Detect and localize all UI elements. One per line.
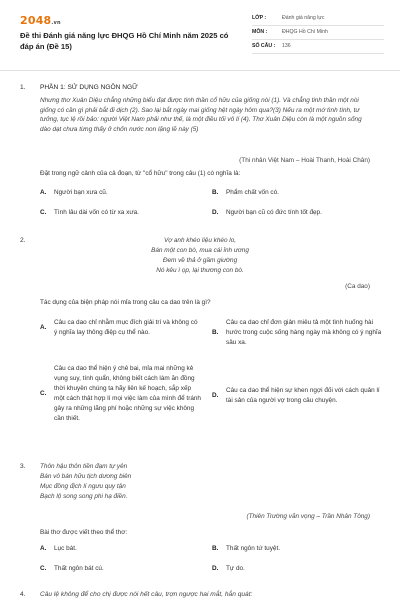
reading-passage: Nhưng thơ Xuân Diệu chẳng những biểu đạt được tinh thần cổ hữu của giống nòi (1). Và chẳng tinh thần một nòi giống có cần gì phải bắt đi dịch (2). Sao lại bắt ngày mai giống hệt ngày hôm qua?(3) Nếu ra một mớ tình tình, tư tưởng, tục lệ rồi bảo: người Việt Nam phải như thế, là một điều tối vô lí (4). Thơ Xuân Diệu còn là một nguồn sống dào dạt chưa từng thấy ở chốn nước non lặng lẽ này (5): [40, 97, 362, 134]
question-number: 2.: [20, 237, 26, 244]
logo-suffix: .vn: [51, 20, 61, 26]
option-b[interactable]: [212, 188, 382, 198]
option-letter: A.: [40, 323, 47, 331]
question-number: 4.: [20, 591, 26, 598]
option-text: Thất ngôn bát cú.: [54, 565, 104, 572]
poem-line: Bạch lộ song song phi hạ điền.: [40, 492, 128, 500]
option-letter: D.: [212, 391, 219, 399]
option-c[interactable]: [40, 208, 200, 218]
header-divider: [0, 70, 400, 71]
option-text: Câu ca dao thể hiện ý chê bai, mỉa mai những kẻ vụng suy, tính quẩn, không biết cách làm ăn đồng thời khuyên chúng ta hãy liên kế hoạch, sắp xếp một cách thật hợp lí mọi việc làm của mình để tránh gây ra những lãng phí hoặc những sự việc không cần thiết.: [54, 365, 201, 422]
option-letter: C.: [40, 389, 47, 397]
verse-line: Bán một con bò, mua cái ỉnh ương: [151, 246, 249, 254]
meta-value: 136: [282, 42, 291, 49]
verse-line: Đem về thả ở gầm giường: [162, 256, 238, 264]
question-stem: Bài thơ được viết theo thể thơ:: [40, 529, 128, 536]
option-text: Tự do.: [226, 565, 245, 572]
option-text: Lục bát.: [54, 545, 77, 552]
section-heading: PHẦN 1: SỬ DỤNG NGÔN NGỮ: [40, 84, 138, 91]
poem-line: Bán vô bán hữu tịch dương biên: [40, 472, 132, 480]
option-d[interactable]: [212, 208, 382, 218]
logo-main: 2048: [20, 14, 52, 27]
meta-value: ĐHQG Hồ Chí Minh: [282, 28, 328, 35]
meta-value: Đánh giá năng lực: [282, 14, 325, 21]
meta-key: MÔN :: [252, 28, 268, 35]
question-stem: Đặt trong ngữ cảnh của cả đoạn, từ "cổ hữu" trong câu (1) có nghĩa là:: [40, 170, 241, 177]
option-text: Người bạn cũ có đức tính tốt đẹp.: [226, 209, 322, 216]
option-a[interactable]: [40, 318, 202, 338]
poem-stanza: [40, 462, 370, 502]
poem-line: Thôn hậu thôn tiền đạm tự yên: [40, 463, 128, 470]
option-letter: B.: [212, 328, 219, 336]
poem-line: Mục đồng địch lí ngưu quy tận: [40, 482, 126, 490]
verse-source: (Ca dao): [345, 283, 370, 290]
option-text: Người bạn xưa cũ.: [54, 189, 108, 196]
verse-line: Vợ anh khéo liệu khéo lo,: [163, 237, 237, 244]
question-text: Câu lệ không để cho chị được nói hết câu, trợn ngược hai mắt, hắn quát:: [40, 591, 253, 598]
option-b[interactable]: [212, 544, 382, 554]
document-title: Đề thi Đánh giá năng lực ĐHQG Hồ Chí Minh năm 2025 có đáp án (Đề 15): [20, 31, 229, 51]
option-letter: B.: [212, 189, 219, 196]
meta-key: LỚP :: [252, 14, 267, 21]
verse-line: Nó kêu ì ọp, lại thương con bò.: [156, 266, 244, 274]
option-letter: A.: [40, 189, 47, 196]
site-logo[interactable]: [20, 13, 61, 29]
option-text: Câu ca dao chỉ đơn giản miêu tả một tình huống hài hước trong cuộc sống hàng ngày mà không có ý nghĩa sâu xa.: [226, 319, 382, 346]
option-letter: A.: [40, 545, 47, 552]
meta-key: SỐ CÂU :: [252, 42, 276, 49]
option-text: Phẩm chất vốn có.: [226, 189, 279, 196]
option-a[interactable]: [40, 544, 200, 554]
option-b[interactable]: [212, 318, 382, 348]
meta-row-class: [252, 12, 384, 26]
option-letter: D.: [212, 565, 219, 572]
option-d[interactable]: [212, 564, 382, 574]
option-text: Câu ca dao chỉ nhằm mục đích giải trí và không có ý nghĩa lay thông điệp cụ thể nào.: [54, 319, 198, 336]
question-stem: Tác dụng của biện pháp nói mỉa trong câu ca dao trên là gì?: [40, 299, 211, 306]
option-letter: C.: [40, 209, 47, 216]
question-number: 3.: [20, 463, 26, 470]
option-letter: B.: [212, 545, 219, 552]
question-number: 1.: [20, 84, 26, 91]
option-d[interactable]: [212, 386, 382, 406]
option-c[interactable]: [40, 364, 202, 424]
poem-source: (Thiên Trường vãn vọng – Trần Nhân Tông): [246, 513, 370, 520]
folk-verse: [0, 236, 400, 276]
option-letter: D.: [212, 209, 219, 216]
option-text: Thất ngôn tứ tuyệt.: [226, 545, 281, 552]
meta-row-count: [252, 40, 384, 54]
option-a[interactable]: [40, 188, 200, 198]
option-c[interactable]: [40, 564, 200, 574]
page-header: [0, 0, 400, 66]
option-text: Câu ca dao thể hiện sự khen ngợi đối với cách quản lí tài sản của người vợ trong câu chuyện.: [226, 387, 380, 404]
exam-meta-table: [252, 12, 384, 54]
meta-row-subject: [252, 26, 384, 40]
option-text: Tình lâu dài vốn có từ xa xưa.: [54, 209, 139, 216]
passage-source: (Thi nhân Việt Nam – Hoài Thanh, Hoài Chân): [239, 157, 370, 164]
option-letter: C.: [40, 565, 47, 572]
